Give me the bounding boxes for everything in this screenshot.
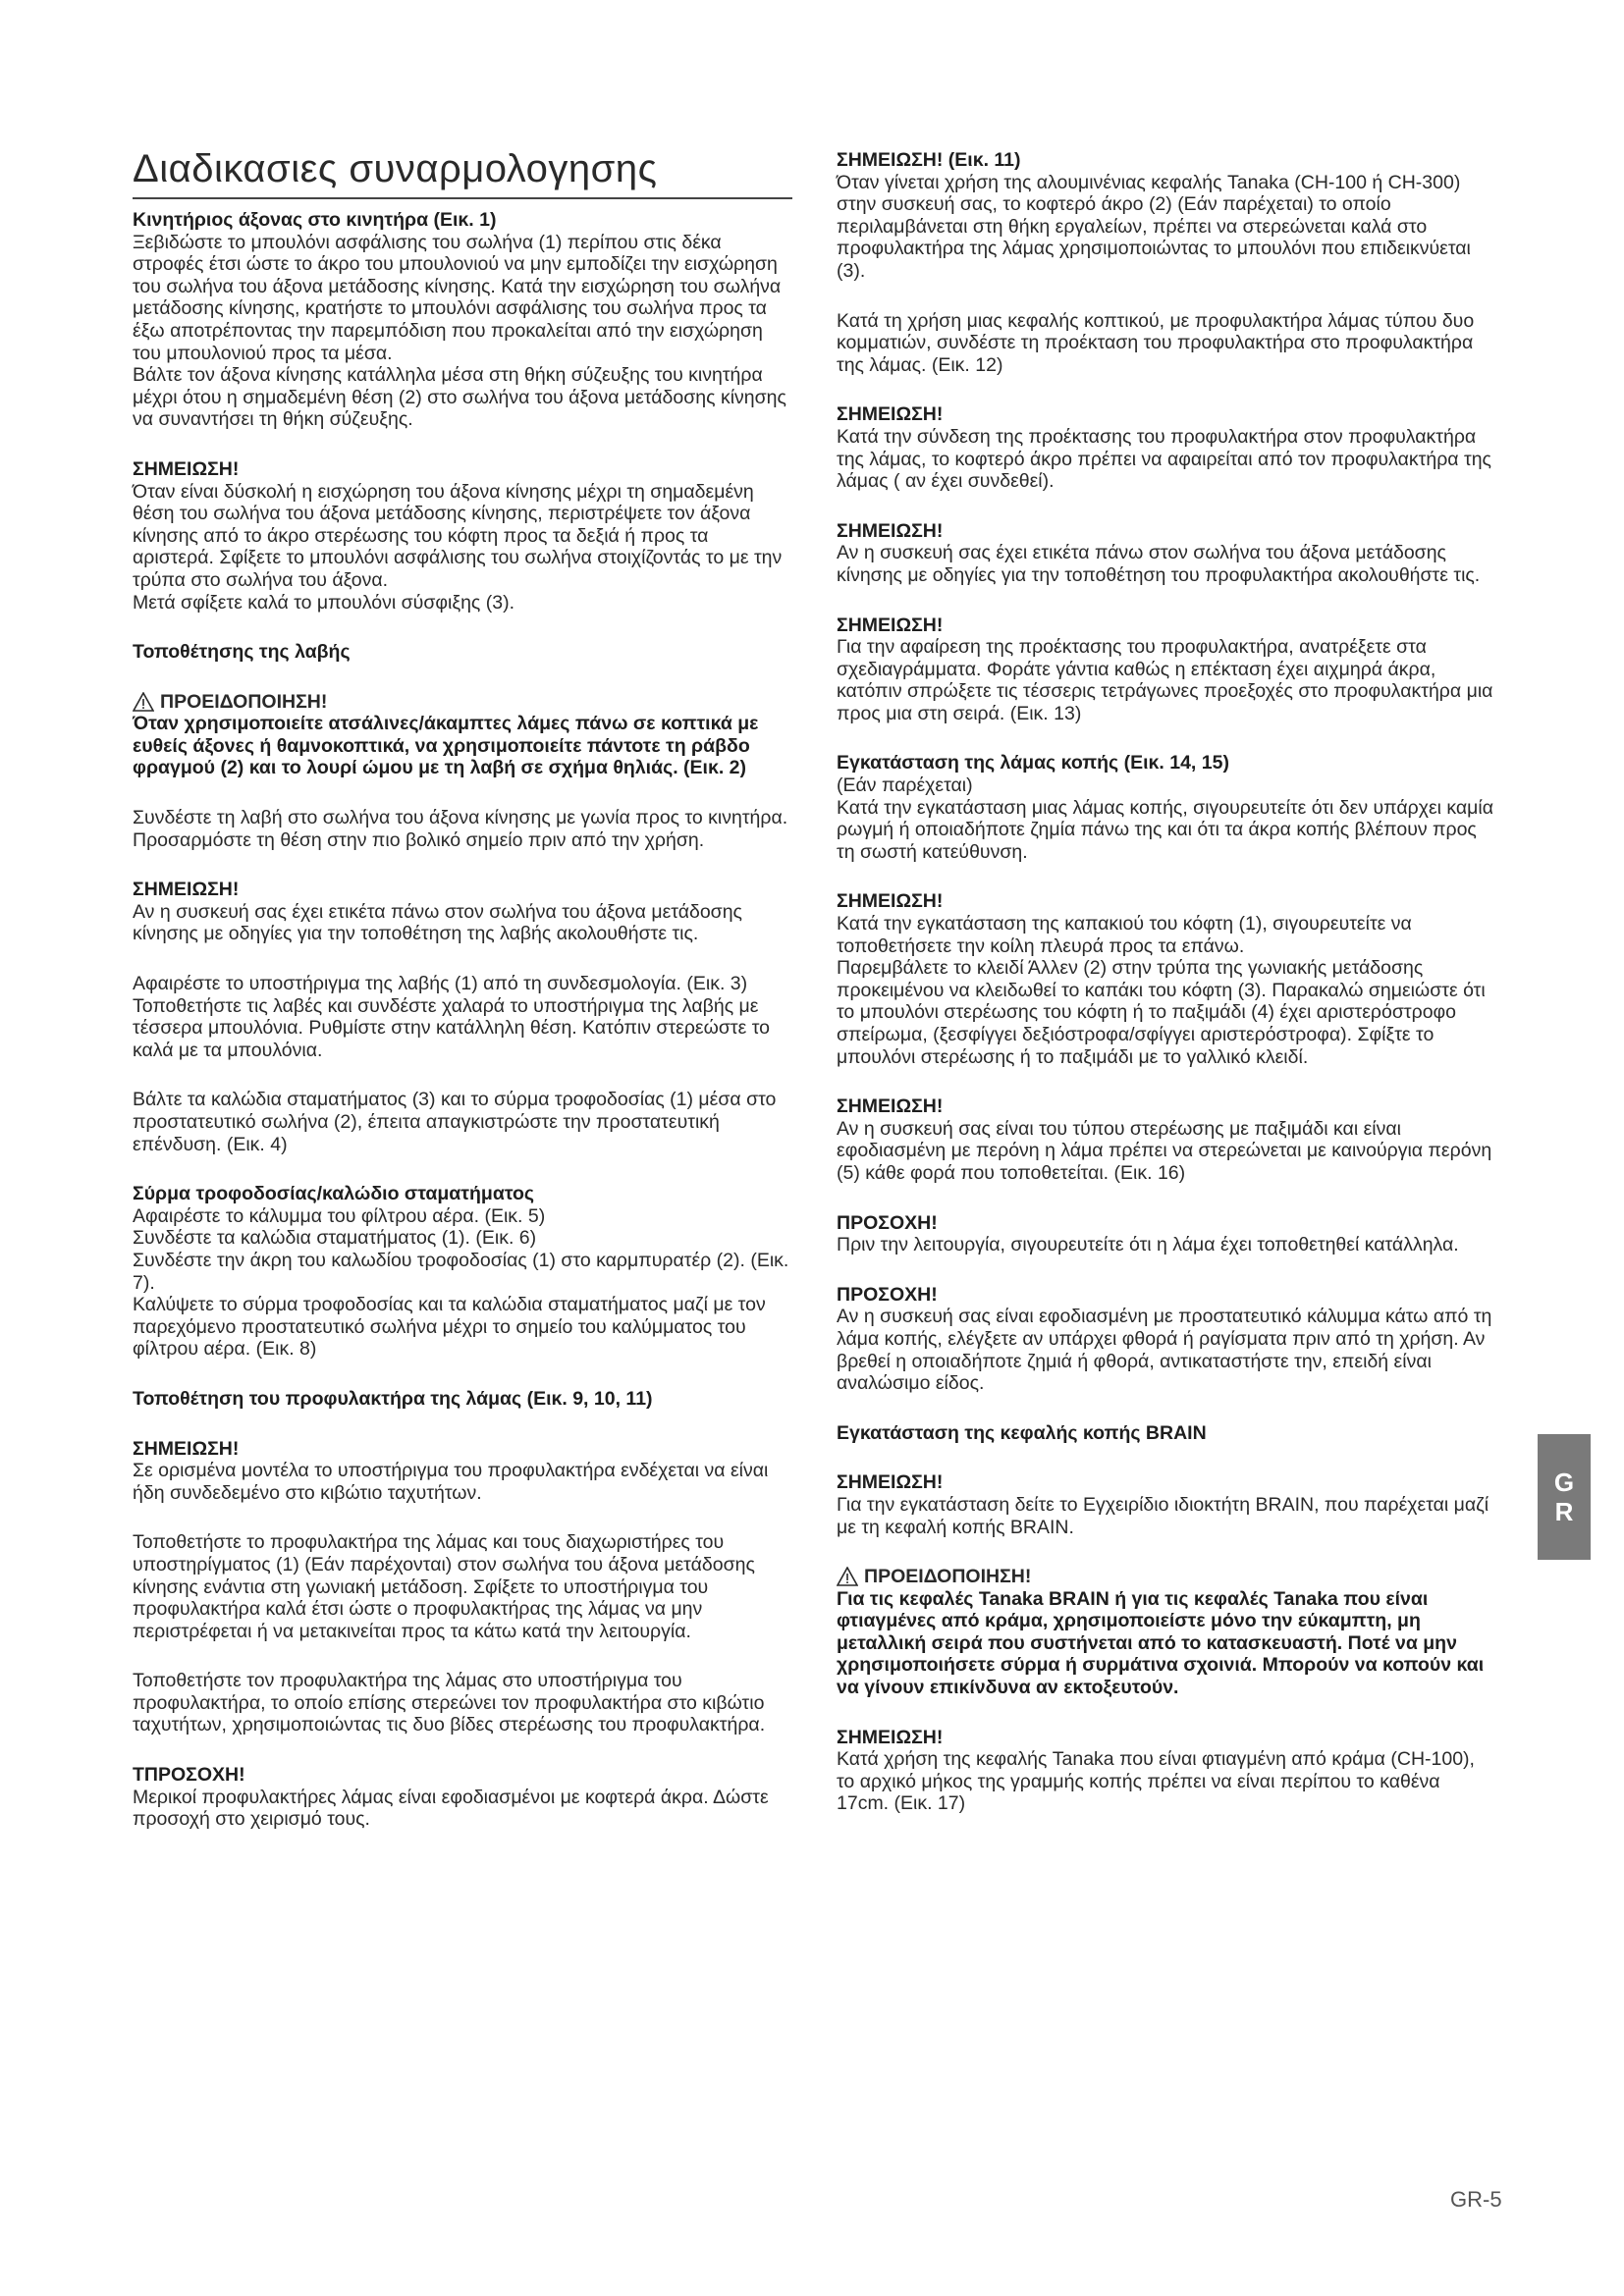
section-heading: ΣΗΜΕΙΩΣΗ! (837, 1095, 944, 1118)
section-heading: Εγκατάσταση της λάμας κοπής (Εικ. 14, 15) (837, 752, 1229, 774)
paragraph: Παρεμβάλετε το κλειδί Άλλεν (2) στην τρύπα της γωνιακής μετάδοσης προκειμένου να κλειδωθεί το καπάκι του κόφτη (3). Παρακαλώ σημειώστε ότι το μπουλόνι στερέωσης του κόφτη ή το παξιμάδι (4) έχει αριστερόστροφο σπείρωμα, (ξεσφίγγει δεξιόστροφα/σφίγγει αριστερόστροφα). Σφίξτε το μπουλόνι στερέωσης ή το παξιμάδι με το γαλλικό κλειδί. (837, 957, 1486, 1068)
paragraph: Συνδέστε την άκρη του καλωδίου τροφοδοσίας (1) στο καρμπυρατέρ (2). (Εικ. 7). (133, 1249, 789, 1294)
paragraph: Προσαρμόστε τη θέση στην πιο βολικό σημείο πριν από την χρήση. (133, 828, 705, 851)
section (133, 691, 792, 779)
section (837, 1471, 1496, 1538)
warning-triangle-icon (837, 1567, 858, 1586)
language-tab (1538, 1434, 1591, 1560)
section (133, 1388, 792, 1411)
paragraph: Κατά τη χρήση μιας κεφαλής κοπτικού, με προφυλακτήρα λάμας τύπου δυο κομματιών, συνδέστε τη προέκταση του προφυλακτήρα στο προφυλακτήρα της λάμας. (Εικ. 12) (837, 309, 1475, 376)
section-heading: Εγκατάσταση της κεφαλής κοπής BRAIN (837, 1421, 1207, 1444)
section-heading: ΤΠΡΟΣΟΧΗ! (133, 1764, 245, 1787)
language-tab-letter: G (1553, 1468, 1575, 1497)
section (133, 973, 792, 1061)
paragraph: Ξεβιδώστε το μπουλόνι ασφάλισης του σωλήνα (1) περίπου στις δέκα στροφές έτσι ώστε το άκρο του μπουλονιού να μην εμποδίζει την εισχώρηση του σωλήνα του άξονα μετάδοσης κίνησης. Κατά την εισχώρηση του σωλήνα μετάδοσης κίνησης, κρατήστε το μπουλόνι ασφάλισης του σωλήνα προς τα έξω αποτρέποντας την παρεμπόδιση που προκαλείται από την εισχώρηση του μπουλονιού προς τα μέσα. (133, 231, 782, 364)
section (837, 1095, 1496, 1184)
section (837, 752, 1496, 863)
section-heading: ΠΡΟΣΟΧΗ! (837, 1211, 938, 1234)
paragraph: Πριν την λειτουργία, σιγουρευτείτε ότι η λάμα έχει τοποθετηθεί κατάλληλα. (837, 1234, 1459, 1256)
paragraph: Τοποθετήστε τις λαβές και συνδέστε χαλαρά το υποστήριγμα της λαβής με τέσσερα μπουλόνια. Ρυθμίστε στην κατάλληλη θέση. Κατόπιν στερεώστε το καλά με τα μπουλόνια. (133, 994, 770, 1061)
paragraph: Αφαιρέστε το υποστήριγμα της λαβής (1) από τη συνδεσμολογία. (Εικ. 3) (133, 973, 748, 995)
section (133, 1531, 792, 1642)
paragraph: Τοποθετήστε το προφυλακτήρα της λάμας και τους διαχωριστήρες του υποστηρίγματος (1) (Εάν παρέχονται) στον σωλήνα του άξονα μετάδοσης κίνησης ενάντια στη γωνιακή μετάδοση. Σφίξετε το υποστήριγμα του προφυλακτήρα καλά έτσι ώστε ο προφυλακτήρας της λάμας να μην περιστρέφεται ή να μετακινείται προς τα κάτω κατά την λειτουργία. (133, 1531, 755, 1642)
warning-triangle-icon (133, 692, 154, 712)
section (837, 1727, 1496, 1815)
warning-text: Όταν χρησιμοποιείτε ατσάλινες/άκαμπτες λάμες πάνω σε κοπτικά με ευθείς άξονες ή θαμνοκοπτικά, να χρησιμοποιείτε πάντοτε τη ράβδο φραγμού (2) και το λουρί ώμου με τη λαβή σε σχήμα θηλιάς. (Εικ. 2) (133, 713, 759, 779)
section (133, 1670, 792, 1736)
paragraph: Βάλτε τα καλώδια σταματήματος (3) και το σύρμα τροφοδοσίας (1) μέσα στο προστατευτικό σωλήνα (2), έπειτα απαγκιστρώστε την προστατευτική επένδυση. (Εικ. 4) (133, 1089, 777, 1155)
language-tab-letter: R (1554, 1497, 1574, 1526)
section (133, 1183, 792, 1361)
section-heading: ΣΗΜΕΙΩΣΗ! (837, 614, 944, 636)
paragraph: Όταν είναι δύσκολή η εισχώρηση του άξονα κίνησης μέχρι τη σημαδεμένη θέση του σωλήνα του άξονα μετάδοσης κίνησης, περιστρέψετε τον άξονα κίνησης από το άκρο στερέωσης του κόφτη προς τα δεξιά ή προς τα αριστερά. Σφίξετε το μπουλόνι ασφάλισης του σωλήνα στοιχίζοντάς το με την τρύπα στο σωλήνα του άξονα. (133, 480, 783, 591)
paragraph: Αν η συσκευή σας έχει ετικέτα πάνω στον σωλήνα του άξονα μετάδοσης κίνησης με οδηγίες για την τοποθέτηση του προφυλακτήρα ακολουθήστε τις. (837, 542, 1481, 586)
paragraph: Για την αφαίρεση της προέκτασης του προφυλακτήρα, ανατρέξετε στα σχεδιαγράμματα. Φοράτε γάντια καθώς η επέκταση έχει αιχμηρά άκρα, κατόπιν σπρώξετε τις τέσσερις τετράγωνες προεξοχές στο προφυλακτήρα μια προς μια στη σειρά. (Εικ. 13) (837, 636, 1493, 724)
paragraph: Κατά την εγκατάσταση της καπακιού του κόφτη (1), σιγουρευτείτε να τοποθετήσετε την κοίλη πλευρά προς τα επάνω. (837, 913, 1412, 957)
section (133, 209, 792, 431)
section-heading: Σύρμα τροφοδοσίας/καλώδιο σταματήματος (133, 1183, 535, 1205)
section (133, 641, 792, 664)
section (837, 1422, 1496, 1445)
section (133, 807, 792, 851)
left-column (133, 209, 792, 1858)
section (133, 1089, 792, 1155)
section (837, 614, 1496, 725)
paragraph: Κατά την σύνδεση της προέκτασης του προφυλακτήρα στον προφυλακτήρα της λάμας, το κοφτερό άκρο πρέπει να αφαιρείται από τον προφυλακτήρα της λάμας ( αν έχει συνδεθεί). (837, 425, 1491, 493)
paragraph: Μετά σφίξετε καλά το μπουλόνι σύσφιξης (3). (133, 591, 515, 614)
section (133, 458, 792, 614)
section-heading: ΣΗΜΕΙΩΣΗ! (133, 457, 240, 480)
warning-heading (837, 1566, 1496, 1588)
warning-heading (133, 691, 792, 714)
section-heading: ΣΗΜΕΙΩΣΗ! (837, 1726, 944, 1748)
section (837, 403, 1496, 492)
paragraph: Κατά την εγκατάσταση μιας λάμας κοπής, σιγουρευτείτε ότι δεν υπάρχει καμία ρωγμή ή οποιαδήποτε ζημία πάνω της και ότι τα άκρα κοπής βλέπουν προς τη σωστή κατεύθυνση. (837, 796, 1494, 863)
section (837, 149, 1496, 283)
section (837, 310, 1496, 377)
right-column (837, 149, 1496, 1842)
section (133, 1438, 792, 1505)
section-heading: ΣΗΜΕΙΩΣΗ! (133, 879, 240, 901)
warning-label: ΠΡΟΕΙΔΟΠΟΙΗΣΗ! (160, 690, 328, 713)
paragraph: Σε ορισμένα μοντέλα το υποστήριγμα του προφυλακτήρα ενδέχεται να είναι ήδη συνδεδεμένο στο κιβώτιο ταχυτήτων. (133, 1460, 769, 1504)
paragraph: Για την εγκατάσταση δείτε το Εγχειρίδιο ιδιοκτήτη BRAIN, που παρέχεται μαζί με τη κεφαλή κοπής BRAIN. (837, 1493, 1489, 1538)
section-heading: Τοποθέτησης της λαβής (133, 641, 351, 664)
page-number: GR-5 (1450, 2187, 1502, 2212)
paragraph: Βάλτε τον άξονα κίνησης κατάλληλα μέσα στη θήκη σύζευξης του κινητήρα μέχρι ότου η σημαδεμένη θέση (2) στο σωλήνα του άξονα μετάδοσης κίνησης να συναντήσει τη θήκη σύζευξης. (133, 364, 786, 431)
paragraph: (Εάν παρέχεται) (837, 774, 973, 797)
section (837, 1284, 1496, 1395)
section-heading: ΣΗΜΕΙΩΣΗ! (837, 890, 944, 913)
paragraph: Αν η συσκευή σας είναι εφοδιασμένη με προστατευτικό κάλυμμα κάτω από τη λάμα κοπής, ελέγξετε αν υπάρχει φθορά ή ραγίσματα πριν από τη χρήση. Αν βρεθεί η οποιαδήποτε ζημιά ή φθορά, αντικαταστήστε την, επειδή είναι αναλώσιμο είδος. (837, 1306, 1492, 1395)
paragraph: Καλύψετε το σύρμα τροφοδοσίας και τα καλώδια σταματήματος μαζί με τον παρεχόμενο προστατευτικό σωλήνα μέχρι το σημείο του καλύμματος του φίλτρου αέρα. (Εικ. 8) (133, 1294, 766, 1361)
paragraph: Αν η συσκευή σας είναι του τύπου στερέωσης με παξιμάδι και είναι εφοδιασμένη με περόνη η λάμα πρέπει να στερεώνεται με καινούργια περόνη (5) κάθε φορά που τοποθετείται. (Εικ. 16) (837, 1117, 1492, 1184)
section-heading: Τοποθέτηση του προφυλακτήρα της λάμας (Εικ. 9, 10, 11) (133, 1387, 653, 1410)
section-heading: ΣΗΜΕΙΩΣΗ! (133, 1437, 240, 1460)
paragraph: Όταν γίνεται χρήση της αλουμινένιας κεφαλής Tanaka (CH-100 ή CH-300) στην συσκευή σας, το κοφτερό άκρο (2) (Εάν παρέχεται) το οποίο περιλαμβάνεται στη θήκη εργαλείων, πρέπει να στερεώνεται καλά στο προφυλακτήρα της λάμας χρησιμοποιώντας το μπουλόνι που επιδεικνύεται (3). (837, 171, 1471, 282)
section (837, 890, 1496, 1068)
section (837, 1566, 1496, 1699)
paragraph: Αφαιρέστε το κάλυμμα του φίλτρου αέρα. (Εικ. 5) (133, 1204, 546, 1227)
section-heading: ΣΗΜΕΙΩΣΗ! (837, 519, 944, 542)
section-heading: ΣΗΜΕΙΩΣΗ! (Εικ. 11) (837, 149, 1021, 171)
section (837, 520, 1496, 587)
section (133, 1764, 792, 1831)
paragraph: Τοποθετήστε τον προφυλακτήρα της λάμας στο υποστήριγμα του προφυλακτήρα, το οποίο επίσης στερεώνει τον προφυλακτήρα στο κιβώτιο ταχυτήτων, χρησιμοποιώντας τις δυο βίδες στερέωσης του προφυλακτήρα. (133, 1670, 766, 1736)
warning-text: Για τις κεφαλές Tanaka BRAIN ή για τις κεφαλές Tanaka που είναι φτιαγμένες από κράμα, χρησιμοποιείστε μόνο την εύκαμπτη, μη μεταλλική σειρά που συστήνεται από το κατασκευαστή. Ποτέ να μην χρησιμοποιήσετε σύρμα ή συρμάτινα σχοινιά. Μπορούν να κοπούν και να γίνουν επικίνδυνα αν εκτοξευτούν. (837, 1587, 1485, 1699)
paragraph: Κατά χρήση της κεφαλής Tanaka που είναι φτιαγμένη από κράμα (CH-100), το αρχικό μήκος της γραμμής κοπής πρέπει να είναι περίπου το καθένα 17cm. (Εικ. 17) (837, 1748, 1475, 1815)
section-heading: ΣΗΜΕΙΩΣΗ! (837, 1471, 944, 1494)
page-title: Διαδικασιες συναρμολογησης (133, 147, 792, 199)
section-heading: ΣΗΜΕΙΩΣΗ! (837, 403, 944, 426)
section-heading: ΠΡΟΣΟΧΗ! (837, 1283, 938, 1306)
paragraph: Μερικοί προφυλακτήρες λάμας είναι εφοδιασμένοι με κοφτερά άκρα. Δώστε προσοχή στο χειρισμό τους. (133, 1786, 769, 1831)
paragraph: Συνδέστε τα καλώδια σταματήματος (1). (Εικ. 6) (133, 1227, 537, 1250)
paragraph: Συνδέστε τη λαβή στο σωλήνα του άξονα κίνησης με γωνία προς το κινητήρα. (133, 807, 788, 829)
section (837, 1212, 1496, 1256)
paragraph: Αν η συσκευή σας έχει ετικέτα πάνω στον σωλήνα του άξονα μετάδοσης κίνησης με οδηγίες για την τοποθέτηση της λαβής ακολουθήστε τις. (133, 900, 742, 945)
warning-label: ΠΡΟΕΙΔΟΠΟΙΗΣΗ! (864, 1566, 1032, 1588)
section (133, 879, 792, 945)
section-heading: Κινητήριος άξονας στο κινητήρα (Εικ. 1) (133, 209, 497, 231)
